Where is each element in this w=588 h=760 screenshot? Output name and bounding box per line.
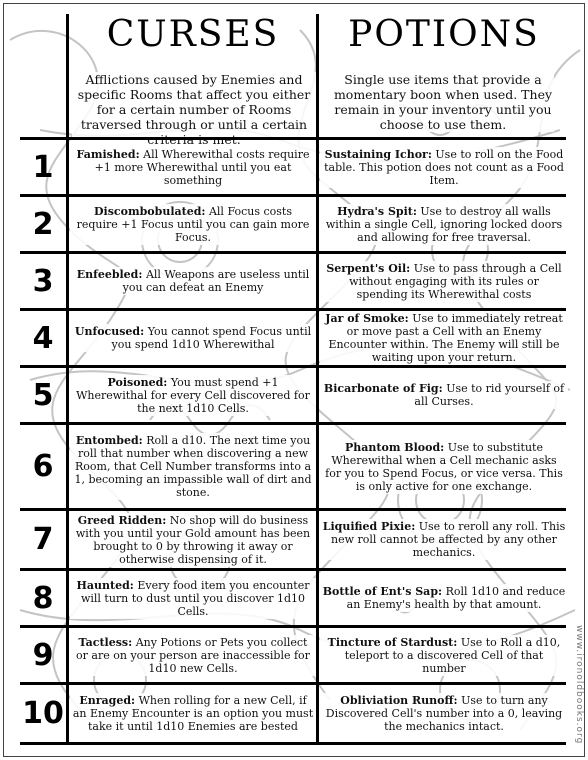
potion-entry-text xyxy=(320,440,568,494)
curse-entry xyxy=(70,140,316,194)
curse-effect: All Focus costs require +1 Focus until you can gain more Focus. xyxy=(76,204,310,244)
curse-entry xyxy=(70,425,316,508)
potions-description: Single use items that provide a momentary boon when used. They remain in your inventory until you choose to use them. xyxy=(333,72,553,132)
row-number: 5 xyxy=(32,377,54,413)
curse-entry-text xyxy=(70,324,316,352)
row-divider xyxy=(20,742,566,745)
curse-entry-text xyxy=(70,513,316,567)
potions-heading: POTIONS xyxy=(348,14,540,55)
row-number: 8 xyxy=(32,580,54,616)
curse-effect: You must spend +1 Wherewithal for every Cell discovered for the next 1d10 Cells. xyxy=(76,375,310,415)
potion-effect: Use to rid yourself of all Curses. xyxy=(414,382,565,408)
potion-entry-text xyxy=(320,204,568,245)
curse-entry-text xyxy=(70,635,316,676)
potion-entry xyxy=(320,254,568,308)
potion-entry-text xyxy=(320,311,568,365)
potion-name: Sustaining Ichor: xyxy=(324,147,432,161)
curse-name: Poisoned: xyxy=(107,375,168,389)
curse-name: Haunted: xyxy=(76,578,134,592)
curse-name: Entombed: xyxy=(75,434,143,447)
potion-name: Bottle of Ent's Sap: xyxy=(322,585,443,598)
curse-entry-text xyxy=(70,204,316,245)
curse-entry xyxy=(70,628,316,682)
curse-effect: Any Potions or Pets you collect or are on your person are inaccessible for 1d10 new Cells. xyxy=(76,635,310,675)
potion-name: Hydra's Spit: xyxy=(337,204,417,218)
curse-effect: You cannot spend Focus until you spend 1d10 Wherewithal xyxy=(111,325,312,351)
row-number: 3 xyxy=(32,263,54,299)
curse-name: Greed Ridden: xyxy=(77,513,167,527)
potion-name: Phantom Blood: xyxy=(345,440,445,454)
potion-effect: Use to roll on the Food table. This potion does not count as a Food Item. xyxy=(324,147,564,187)
curse-effect: No shop will do business with you until your Gold amount has been brought to 0 by throwing it away or otherwise dispensing of it. xyxy=(75,513,311,566)
curse-entry-text xyxy=(70,147,316,188)
potion-entry-text xyxy=(320,693,568,734)
column-divider-right xyxy=(316,14,319,742)
row-number: 4 xyxy=(32,320,54,356)
column-divider-left xyxy=(66,14,69,742)
potion-name: Serpent's Oil: xyxy=(326,261,411,275)
curses-heading: CURSES xyxy=(106,14,280,55)
curse-name: Unfocused: xyxy=(74,325,145,338)
row-number: 10 xyxy=(22,696,64,731)
website-watermark: www.ironoldbooks.org xyxy=(574,625,584,745)
curse-entry xyxy=(70,571,316,625)
curse-entry xyxy=(70,254,316,308)
potion-name: Bicarbonate of Fig: xyxy=(323,382,443,395)
row-number: 1 xyxy=(32,149,54,185)
curse-entry-text xyxy=(70,433,316,500)
curse-entry xyxy=(70,197,316,251)
potion-effect: Use to immediately retreat or move past a Cell with an Enemy Encounter within. The Enemy will still be waiting upon your return. xyxy=(328,312,563,364)
curse-entry-text xyxy=(70,267,316,295)
potion-effect: Use to substitute Wherewithal when a Cell mechanic asks for you to Spend Focus, or vice versa. This is only active for one exchange. xyxy=(325,440,563,493)
curse-entry xyxy=(70,511,316,568)
potion-name: Liquified Pixie: xyxy=(322,520,416,533)
curse-entry-text xyxy=(70,693,316,734)
curse-effect: Every food item you encounter will turn to dust until you discover 1d10 Cells. xyxy=(80,578,310,618)
curse-name: Famished: xyxy=(76,147,140,161)
curse-entry-text xyxy=(70,375,316,416)
potion-entry xyxy=(320,685,568,742)
potion-effect: Use to Roll a d10, teleport to a discovered Cell of that number xyxy=(344,635,561,675)
potion-name: Tincture of Stardust: xyxy=(327,635,458,649)
potion-entry xyxy=(320,140,568,194)
potion-entry-text xyxy=(320,381,568,409)
row-number: 9 xyxy=(32,637,54,673)
potion-name: Obliviation Runoff: xyxy=(340,694,458,707)
curse-entry xyxy=(70,368,316,422)
curse-name: Discombobulated: xyxy=(94,204,206,218)
row-number: 6 xyxy=(32,449,54,484)
curse-entry-text xyxy=(70,578,316,619)
curse-name: Tactless: xyxy=(78,635,133,649)
potion-entry xyxy=(320,197,568,251)
curse-entry xyxy=(70,685,316,742)
potion-entry-text xyxy=(320,519,568,560)
row-number: 7 xyxy=(32,522,54,557)
potion-entry-text xyxy=(320,635,568,676)
curse-name: Enfeebled: xyxy=(76,268,143,281)
potion-entry xyxy=(320,571,568,625)
potion-effect: Roll 1d10 and reduce an Enemy's health by that amount. xyxy=(346,585,566,611)
potion-entry xyxy=(320,425,568,508)
potion-entry-text xyxy=(320,261,568,302)
row-number: 2 xyxy=(32,206,54,242)
potion-entry-text xyxy=(320,147,568,188)
curse-name: Enraged: xyxy=(79,694,136,707)
potion-entry xyxy=(320,511,568,568)
potion-entry xyxy=(320,368,568,422)
curse-entry xyxy=(70,311,316,365)
curse-effect: Roll a d10. The next time you roll that number when discovering a new Room, that Cell Number transforms into a 1, becoming an impassible wall of dirt and stone. xyxy=(74,434,312,499)
potion-effect: Use to pass through a Cell without engaging with its rules or spending its Wherewithal costs xyxy=(349,261,562,301)
potion-entry xyxy=(320,311,568,365)
potion-effect: Use to turn any Discovered Cell's number into a 0, leaving the mechanics intact. xyxy=(325,694,563,733)
curses-description: Afflictions caused by Enemies and specific Rooms that affect you either for a certain number of Rooms traversed through or until a certain xyxy=(72,72,316,147)
potion-entry-text xyxy=(320,584,568,612)
curse-effect: All Weapons are useless until you can defeat an Enemy xyxy=(122,268,310,294)
potion-effect: Use to reroll any roll. This new roll cannot be affected by any other mechanics. xyxy=(331,520,566,559)
potion-name: Jar of Smoke: xyxy=(325,312,409,325)
potion-effect: Use to destroy all walls within a single Cell, ignoring locked doors and allowing for free traversal. xyxy=(325,204,563,244)
curse-effect: When rolling for a new Cell, if an Enemy Encounter is an option you must take it until 1d10 Enemies are bested xyxy=(72,694,314,733)
curse-effect: All Wherewithal costs require +1 more Wherewithal until you eat something xyxy=(94,147,310,187)
potion-entry xyxy=(320,628,568,682)
